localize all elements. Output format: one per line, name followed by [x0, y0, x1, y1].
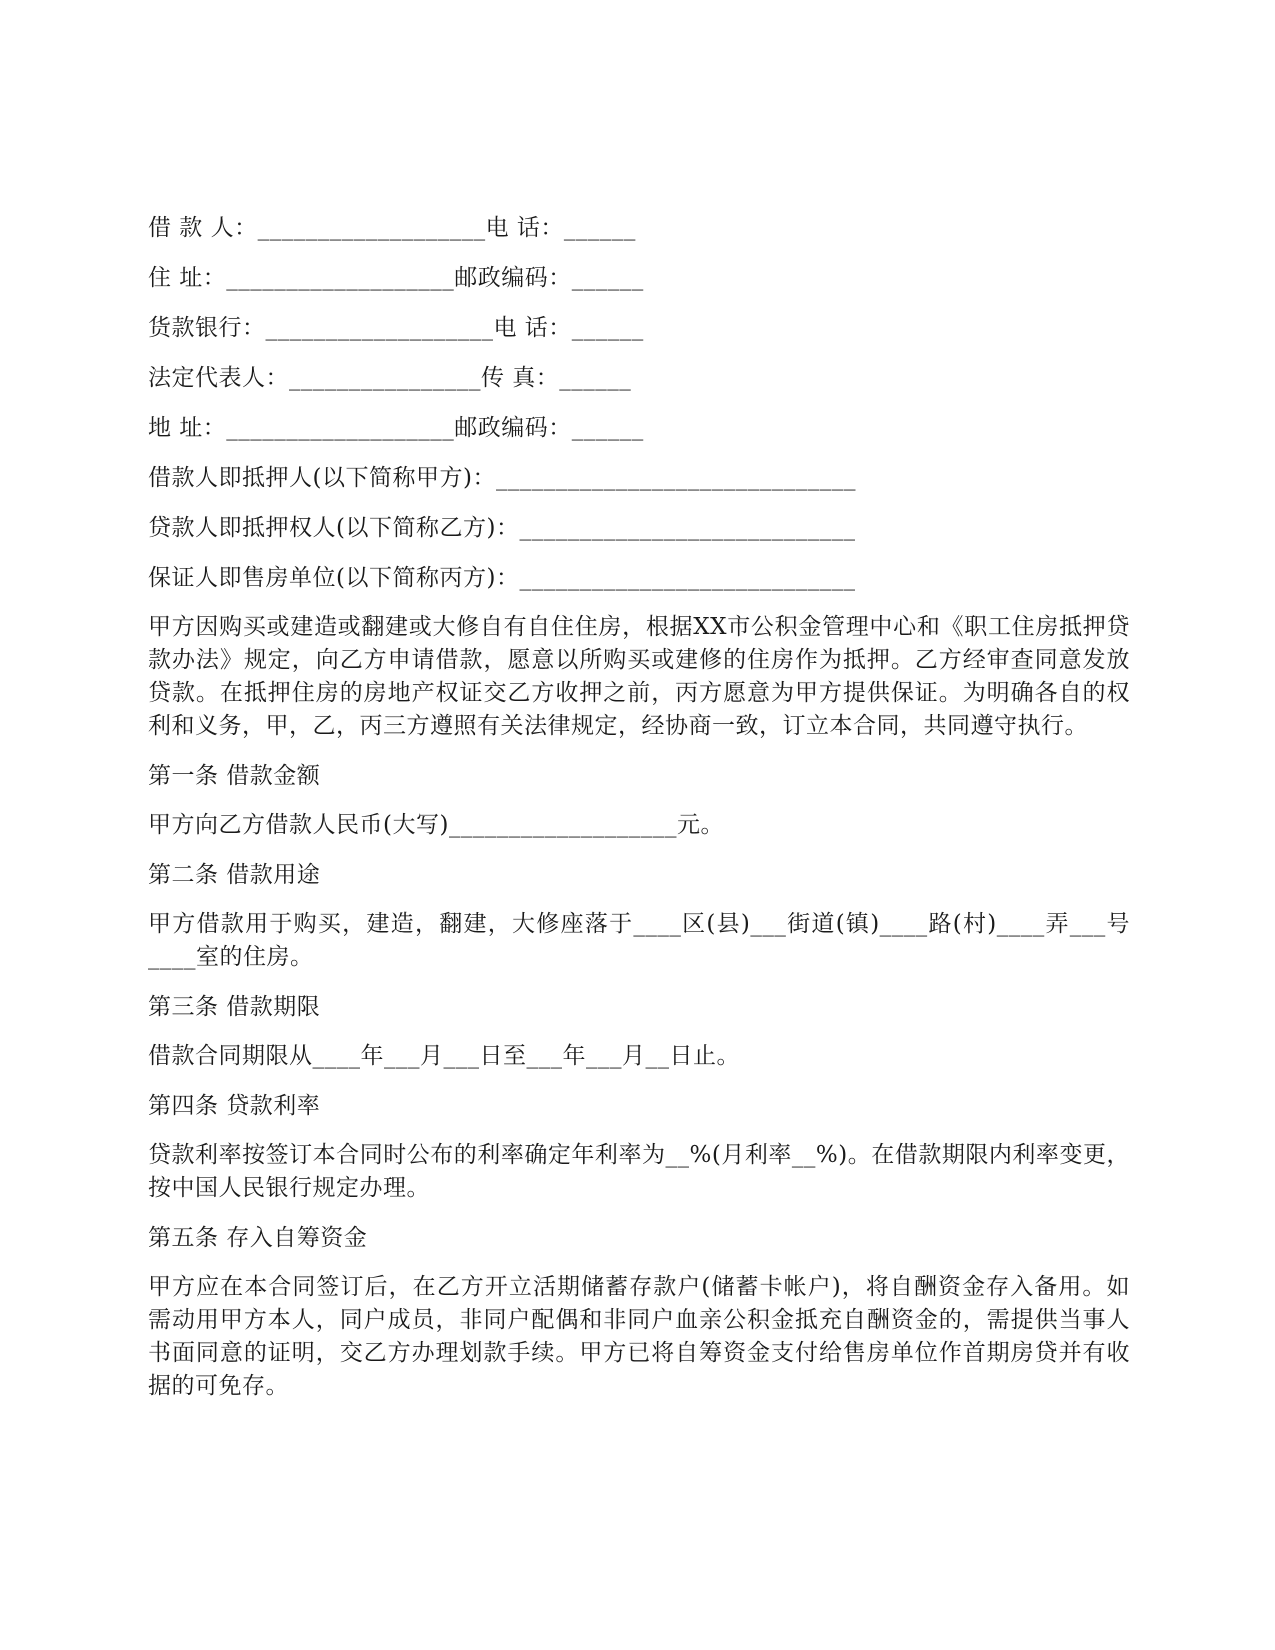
contract-body — [148, 211, 1130, 1419]
article-2-title: 第二条 借款用途 — [148, 862, 321, 888]
article-4-title: 第四条 贷款利率 — [148, 1093, 321, 1119]
legal-representative-field: 法定代表人：________________传 真：______ — [148, 365, 632, 391]
party-a-field: 借款人即抵押人(以下简称甲方)：______________________________ — [148, 465, 856, 491]
article-1-title: 第一条 借款金额 — [148, 763, 321, 789]
article-5-title: 第五条 存入自筹资金 — [148, 1225, 368, 1251]
party-c-field: 保证人即售房单位(以下简称丙方)：____________________________ — [148, 565, 856, 591]
bank-address-field: 地 址：___________________邮政编码：______ — [148, 415, 644, 441]
article-3-body: 借款合同期限从____年___月___日至___年___月__日止。 — [148, 1043, 740, 1069]
article-5-body: 甲方应在本合同签订后，在乙方开立活期储蓄存款户(储蓄卡帐户)，将自酬资金存入备用。如需动用甲方本人，同户成员，非同户配偶和非同户血亲公积金抵充自酬资金的，需提供当事人书面同意的证明，交乙方办理划款手续。甲方已将自筹资金支付给售房单位作首期房贷并有收据的可免存。 — [148, 1274, 1130, 1399]
borrower-field: 借 款 人：___________________电 话：______ — [148, 215, 636, 241]
article-4-body: 贷款利率按签订本合同时公布的利率确定年利率为__%(月利率__%)。在借款期限内利率变更，按中国人民银行规定办理。 — [148, 1142, 1130, 1201]
article-2-body: 甲方借款用于购买，建造，翻建，大修座落于____区(县)___街道(镇)____路(村)____弄___号____室的住房。 — [148, 911, 1130, 970]
party-b-field: 贷款人即抵押权人(以下简称乙方)：____________________________ — [148, 515, 856, 541]
article-1-body: 甲方向乙方借款人民币(大写)___________________元。 — [148, 812, 724, 838]
preamble-paragraph: 甲方因购买或建造或翻建或大修自有自住住房，根据XX市公积金管理中心和《职工住房抵押贷款办法》规定，向乙方申请借款，愿意以所购买或建修的住房作为抵押。乙方经审查同意发放贷款。在抵押住房的房地产权证交乙方收押之前，丙方愿意为甲方提供保证。为明确各自的权利和义务，甲，乙，丙三方遵照有关法律规定，经协商一致，订立本合同，共同遵守执行。 — [148, 614, 1130, 739]
borrower-address-field: 住 址：___________________邮政编码：______ — [148, 265, 644, 291]
article-3-title: 第三条 借款期限 — [148, 994, 321, 1020]
bank-field: 货款银行：___________________电 话：______ — [148, 315, 644, 341]
